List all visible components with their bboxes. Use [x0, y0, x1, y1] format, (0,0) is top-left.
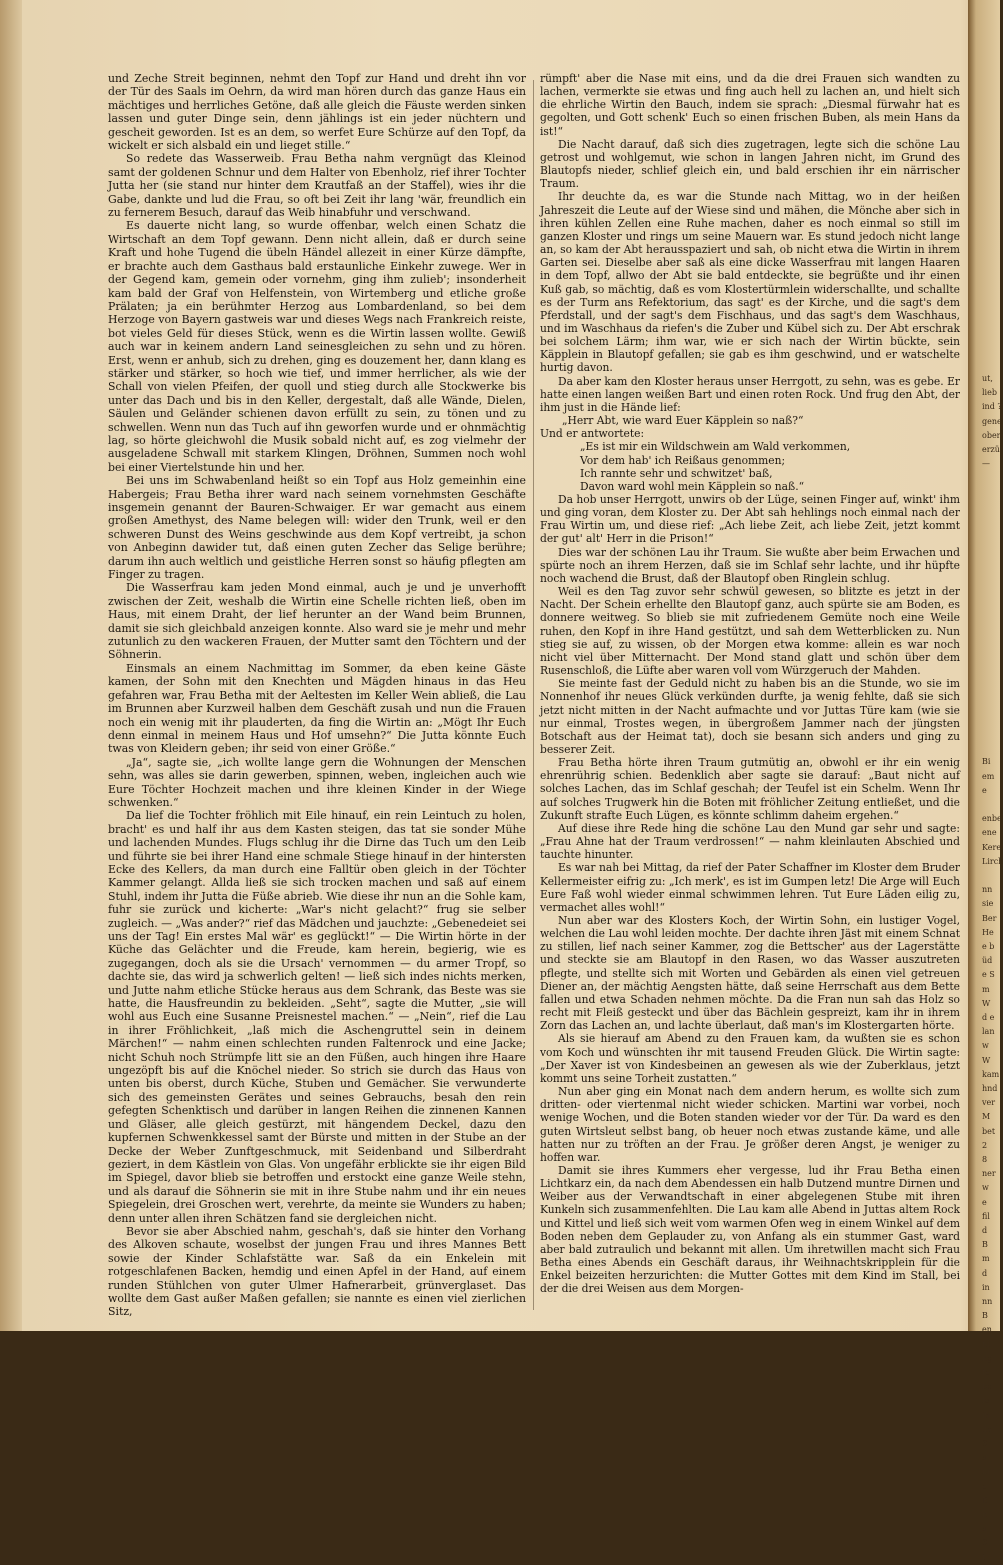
left-page-edge: [0, 0, 22, 1331]
adjacent-page-fragment: enbe: [982, 814, 1002, 824]
adjacent-page-fragment: a: [982, 1524, 987, 1534]
right-paragraph: Sie meinte fast der Geduld nicht zu haben bis an die Stunde, wo sie im Nonnenhof ihr neues Glück verkünden durfte, ja wenig fehlte, daß sie sich jetzt nicht mitten in der Nacht aufmachte und vor Juttas Türe kam (wie sie nur einmal, Trostes wegen, in übergroßem Jammer nach der jüngsten Botschaft aus der Heimat tat), doch sie besann sich anders und ging zu besserer Zeit.: [540, 677, 960, 756]
adjacent-page-fragment: Ber: [982, 913, 997, 923]
right-paragraph: Damit sie ihres Kummers eher vergesse, lud ihr Frau Betha einen Lichtkarz ein, da nach dem Abendessen ein halb Dutzend muntre Dirnen und Weiber aus der Verwandtschaft in einer abgelegenen Stube mit ihren Kunkeln sich zusammenfehlten. Die Lau kam alle Abend in Juttas altem Rock und Kittel und ließ sich weit vom warmen Ofen weg in einem Winkel auf dem Boden neben dem Geplauder zu, von Anfang als ein stummer Gast, ward aber bald zutraulich und bekannt mit allen. Um ihretwillen macht sich Frau Betha eines Abends ein Geschäft daraus, ihr Weihnachtskripplein für die Enkel beizeiten herzurichten: die Mutter Gottes mit dem Kind im Stall, bei der die drei Weisen aus dem Morgen-: [540, 1163, 960, 1296]
adjacent-page-fragment: t: [982, 1552, 986, 1562]
adjacent-page-fragment: fd: [982, 1339, 991, 1349]
left-text-column: [108, 72, 526, 1319]
adjacent-page-fragment: e: [982, 785, 990, 795]
adjacent-page-fragment: w: [982, 1183, 989, 1193]
right-paragraph: Davon ward wohl mein Käpplein so naß.“: [580, 479, 805, 493]
column-divider: [533, 80, 534, 1310]
adjacent-page-fragment: Lirch: [982, 856, 1003, 866]
adjacent-page-fragment: ver: [982, 1098, 996, 1108]
adjacent-page-fragment: a: [982, 1453, 987, 1463]
right-paragraph: Da hob unser Herrgott, unwirs ob der Lüge, seinen Finger auf, winkt' ihm und ging voran, dem Kloster zu. Der Abt sah hehlings noch einmal nach der Frau Wirtin um, und diese rief: „Ach liebe Zeit, ach liebe Zeit, jetzt kommt der gut' alt' Herr in die Prison!“: [540, 493, 960, 546]
adjacent-page-fragment: ind ?: [982, 402, 1002, 412]
adjacent-page-fragment: fil: [982, 1211, 990, 1221]
right-paragraph: Nun aber war des Klosters Koch, der Wirtin Sohn, ein lustiger Vogel, welchen die Lau wohl leiden mochte. Der dachte ihren Jäst mit einem Schnat zu stillen, lief nach seiner Kammer, zog die Bettscher' aus der Lagerstätte und steckte sie am Blautopf in den Rasen, wo das Wasser auszutreten pflegte, und stellte sich mit Worten und Gebärden als einen viel getreuen Diener an, der mächtig Aengsten hätte, daß seine Herrschaft aus dem Bette fallen und etwa Schaden nehmen möchte. Da die Fran nun sah das Holz so recht mit Fleiß gesteckt und über das Bächlein gespreizt, kam ihr in ihrem Zorn das Lachen an, und lachte überlaut, daß man's im Klostergarten hörte.: [540, 914, 960, 1033]
adjacent-page-fragment: in: [982, 1410, 990, 1420]
right-paragraph: „Es ist mir ein Wildschwein am Wald verkommen,: [580, 440, 851, 454]
adjacent-page-fragment: B: [982, 1240, 988, 1250]
right-paragraph: Es war nah bei Mittag, da rief der Pater Schaffner im Kloster dem Bruder Kellermeister eifrig zu: „Ich merk', es ist im Gumpen letz! Die Arge will Euch Eure Faß wohl wieder einmal schwimmen lehren. Tut Eure Läden eilig zu, vermachet alles wohl!“: [540, 861, 960, 914]
adjacent-page-fragment: 8: [982, 1155, 988, 1164]
right-paragraph: Frau Betha hörte ihren Traum gutmütig an, obwohl er ihr ein wenig ehrenrührig schien. Bedenklich aber sagte sie darauf: „Baut nicht auf solches Lachen, das im Schlaf geschah; der Teufel ist ein Schelm. Wenn Ihr auf solches Trugwerk hin die Boten mit fröhlicher Zeitung entließet, und die Zukunft strafte Euch Lügen, es könnte schlimm daheim ergehen.“: [540, 756, 960, 822]
adjacent-page-fragment: lan: [982, 1027, 995, 1037]
adjacent-page-fragment: e: [982, 1481, 987, 1491]
adjacent-page-fragment: in: [982, 1282, 990, 1292]
adjacent-page-fragment: üd: [982, 956, 993, 966]
right-paragraph: rümpft' aber die Nase mit eins, und da die drei Frauen sich wandten zu lachen, vermerkte sie etwas und fing auch hell zu lachen an, und hielt sich die ehrliche Wirtin den Bauch, indem sie sprach: „Diesmal fürwahr hat es gegolten, und Gott schenk' Euch so einen frischen Buben, als mein Hans da ist!“: [540, 72, 960, 138]
adjacent-page-fragment: ng: [982, 1353, 993, 1363]
left-paragraph: Einsmals an einem Nachmittag im Sommer, da eben keine Gäste kamen, der Sohn mit den Knechten und Mägden hinaus in das Heu gefahren war, Frau Betha mit der Aeltesten im Keller Wein abließ, die Lau im Brunnen aber Kurzweil halben dem Geschäft zusah und nun die Frauen noch ein wenig mit ihr plauderten, da fing die Wirtin an: „Mögt Ihr Euch denn einmal in meinem Haus und Hof umsehn?“ Die Jutta könnte Euch twas von Kleidern geben; ihr seid von einer Größe.“: [108, 661, 526, 756]
right-paragraph: Und er antwortete:: [540, 427, 645, 441]
adjacent-page-fragment: B: [982, 1311, 988, 1321]
right-paragraph: Weil es den Tag zuvor sehr schwül gewesen, so blitzte es jetzt in der Nacht. Der Schein erhellte den Blautopf ganz, auch spürte sie am Boden, es donnere weitweg. So blieb sie mit zufriedenem Gemüte noch eine Weile ruhen, den Kopf in ihre Hand gestützt, und sah dem Wetterblicken zu. Nun stieg sie auf, zu wissen, ob der Morgen etwa komme: allein es war noch nicht viel über Mitternacht. Der Mond stand glatt und schön über dem Rusenschloß, die Lüfte aber waren voll vom Würzgeruch der Mahden.: [540, 585, 960, 678]
adjacent-page-fragment: lo: [982, 1396, 990, 1406]
adjacent-page-fragment: d e: [982, 1013, 995, 1022]
right-paragraph: Dies war der schönen Lau ihr Traum. Sie wußte aber beim Erwachen und spürte noch an ihrem Herzen, daß sie im Schlaf sehr lachte, und ihr hüpfte noch wachend die Brust, daß der Blautopf oben Ringlein schlug.: [540, 545, 960, 585]
adjacent-page-fragment: e b: [982, 942, 995, 951]
adjacent-page-fragment: m: [982, 984, 993, 994]
adjacent-page-fragment: d: [982, 1268, 988, 1278]
right-paragraph: Auf diese ihre Rede hing die schöne Lau den Mund gar sehr und sagte: „Frau Ahne hat der Traum verdrossen!“ — nahm kleinlauten Abschied und tauchte hinunter.: [540, 821, 960, 862]
adjacent-page-fragment: W: [982, 998, 991, 1008]
adjacent-page-fragment: n: [982, 1510, 988, 1519]
adjacent-page-fragment: fe: [982, 1368, 990, 1377]
adjacent-page-fragment: 2: [982, 1140, 988, 1150]
right-paragraph: „Herr Abt, wie ward Euer Käpplein so naß?“: [562, 414, 804, 428]
adjacent-page-fragment: erzü: [982, 445, 1000, 454]
left-paragraph: Bevor sie aber Abschied nahm, geschah's, daß sie hinter den Vorhang des Alkoven schaute, woselbst der jungen Frau und ihres Mannes Bett sowie der Kinder Schlafstätte war. Saß da ein Enkelein mit rotgeschlafenen Backen, hemdig und einen Apfel in der Hand, auf einem runden Stühlchen von guter Ulmer Hafnerarbeit, grünverglaset. Das wollte dem Gast außer Maßen gefallen; sie nannte es einen viel zierlichen Sitz,: [108, 1224, 526, 1319]
right-paragraph: Ihr deuchte da, es war die Stunde nach Mittag, wo in der heißen Jahreszeit die Leute auf der Wiese sind und mähen, die Mönche aber sich in ihren kühlen Zellen eine Ruhe machen, daher es noch einmal so still im ganzen Kloster und rings um seine Mauern war. Es stund jedoch nicht lange an, so kam der Abt herausspaziert und sah, ob nicht etwa die Wirtin in ihrem Garten sei. Dieselbe aber saß als eine dicke Wasserfrau mit langen Haaren in dem Topf, allwo der Abt sie bald entdeckte, sie begrüßte und ihr einen Kuß gab, so mächtig, daß es vom Klostertürmlein widerschallte, und schallte es der Turm ans Refektorium, das sagt' es der Kirche, und die sagt's dem Pferdstall, und der sagt's dem Fischhaus, und das sagt's dem Waschhaus, und im Waschhaus da riefen's die Zuber und Kübel sich zu. Der Abt erschrak bei solchem Lärm; ihm war, wie er sich nach der Wirtin bückte, sein Käpplein in Blautopf gefallen; sie gab es ihm geschwind, und er watschelte hurtig davon.: [540, 190, 960, 375]
adjacent-page-fragment: —: [982, 459, 990, 469]
right-paragraph: Die Nacht darauf, daß sich dies zugetragen, legte sich die schöne Lau getrost und wohlgemut, wie schon in langen Jahren nicht, im Grund des Blautopfs nieder, schlief gleich ein, und bald erschien ihr ein närrischer Traum.: [540, 137, 960, 191]
right-text-column: [540, 72, 960, 1296]
right-paragraph: Vor dem hab' ich Reißaus genommen;: [580, 453, 786, 467]
left-paragraph: und Zeche Streit beginnen, nehmt den Topf zur Hand und dreht ihn vor der Tür des Saals im Oehrn, da wird man hören durch das ganze Haus ein mächtiges und herrliches Getöne, daß alle gleich die Fäuste werden sinken lassen und guter Dinge sein, denn jählings ist ein jeder nüchtern und gescheit geworden. Ist es an dem, so werfet Eure Schürze auf den Topf, da wickelt er sich alsbald ein und lieget stille.“: [108, 72, 526, 153]
left-paragraph: Die Wasserfrau kam jeden Mond einmal, auch je und je unverhofft zwischen der Zeit, weshalb die Wirtin eine Schelle richten ließ, oben im Haus, mit einem Draht, der lief herunter an der Wand beim Brunnen, damit sie sich gleichbald anzeigen konnte. Also ward sie je mehr und mehr zutunlich zu den wackeren Frauen, der Mutter samt den Töchtern und der Söhnerin.: [108, 581, 526, 662]
adjacent-page-fragment: m: [982, 1467, 990, 1477]
adjacent-page-fragment: m: [982, 1254, 990, 1264]
adjacent-page-fragment: kam: [982, 1069, 1000, 1079]
adjacent-page-fragment: ner: [982, 1169, 996, 1179]
adjacent-page-fragment: ene: [982, 828, 997, 838]
adjacent-page-fragment: Kere: [982, 842, 1002, 852]
adjacent-page-fragment: B: [982, 1495, 988, 1505]
adjacent-page-fragment: Bi: [982, 757, 991, 767]
right-paragraph: Als sie hierauf am Abend zu den Frauen kam, da wußten sie es schon vom Koch und wünschten ihr mit tausend Freuden Glück. Die Wirtin sagte: „Der Xaver ist von Kindesbeinen an gewesen als wie der Zuberklaus, jetzt kommt uns seine Torheit zustatten.“: [540, 1032, 960, 1085]
left-paragraph: So redete das Wasserweib. Frau Betha nahm vergnügt das Kleinod samt der goldenen Schnur und dem Halter von Ebenholz, rief ihrer Tochter Jutta her (sie stand nur hinter dem Krautfaß an der Staffel), wies ihr die Gabe, dankte und lud die Frau, so oft bei Zeit ihr lang 'wär, freundlich ein zu fernerem Besuch, darauf das Weib hinabfuhr und verschwand.: [108, 152, 526, 220]
adjacent-page-edge: [968, 0, 1003, 1562]
adjacent-page-fragment: e S: [982, 970, 995, 980]
adjacent-page-fragment: M: [982, 1112, 991, 1122]
right-paragraph: Ich rannte sehr und schwitzet' baß,: [580, 466, 773, 480]
adjacent-page-fragment: sie: [982, 899, 994, 909]
adjacent-page-fragment: hnd: [982, 1084, 998, 1093]
adjacent-page-fragment: d: [982, 1226, 988, 1235]
adjacent-page-fragment: em: [982, 771, 997, 781]
left-paragraph: Bei uns im Schwabenland heißt so ein Topf aus Holz gemeinhin eine Habergeis; Frau Betha ihrer ward nach seinem vornehmsten Geschäfte insgemein genannt der Bauren-Schwaiger. Er war gemacht aus einem großen Amethyst, des Name belegen will: wider den Trunk, weil er den schweren Dunst des Weins geschwinde aus dem Kopf vertreibt, ja schon von Anbeginn dawider tut, daß einen guten Zecher das Selige berühre; darum ihn auch weltlich und geistliche Herren sonst so häufig pflegten am Finger zu tragen.: [108, 474, 526, 582]
adjacent-page-fragment: gene: [982, 416, 1002, 426]
adjacent-page-fragment: nn: [982, 1297, 993, 1306]
adjacent-page-fragment: e: [982, 1197, 987, 1207]
adjacent-page-fragment: en: [982, 1325, 992, 1335]
adjacent-page-fragment: nn: [982, 885, 993, 895]
left-paragraph: Da lief die Tochter fröhlich mit Eile hinauf, ein rein Leintuch zu holen, bracht' es und half ihr aus dem Kasten steigen, das tat sie sonder Mühe und lachenden Mundes. Flugs schlug ihr die Dirne das Tuch um den Leib und führte sie bei ihrer Hand eine schmale Stiege hinauf in der hintersten Ecke des Kellers, da man durch eine Falltür oben gleich in der Töchter Kammer gelangt. Allda ließ sie sich trocken machen und saß auf einem Stuhl, indem ihr Jutta die Füße abrieb. Wie diese ihr nun an die Sohle kam, fuhr sie zurück und kicherte: „War's nicht gelacht?“ frug sie selber zugleich. — „Was ander?“ rief das Mädchen und jauchzte: „Gebenedeiet sei uns der Tag! Ein erstes Mal wär' es geglückt!“ — Die Wirtin hörte in der Küche das Gelächter und die Freude, kam herein, begierig, wie es zugegangen, doch als sie die Ursach' vernommen — du armer Tropf, so dachte sie, das wird ja schwerlich gelten! — ließ sich indes nichts merken, und Jutte nahm etliche Stücke heraus aus dem Schrank, das Beste was sie hatte, die Hausfreundin zu bekleiden. „Seht“, sagte die Mutter, „sie will wohl aus Euch eine Susanne Preisnestel machen.“ — „Nein“, rief die Lau in ihrer Fröhlichkeit, „laß mich die Aschengruttel sein in deinem Märchen!“ — nahm einen schlechten runden Faltenrock und eine Jacke; nicht Schuh noch Strümpfe litt sie an den Füßen, auch hingen ihre Haare ungezöpft bis auf die Knöchel nieder. So strich sie durch das Haus von unten bis oberst, durch Küche, Stuben und Gemächer. Sie verwunderte sich des gemeinsten Gerätes und seines Gebrauchs, besah den rein gefegten Schenktisch und darüber in langen Reihen die zinnenen Kannen und Gläser, alle gleich gestürzt, mit hängendem Deckel, dazu den kupfernen Schwenkkessel samt der Bürste und mitten in der Stube an der Decke der Weber Zunftgeschmuck, mit Seidenband und Silberdraht geziert, in dem Kästlein von Glas. Von ungefähr erblickte sie ihr eigen Bild im Spiegel, davor blieb sie betroffen und erstockt eine ganze Weile stehn, und als darauf die Söhnerin sie mit in ihre Stube nahm und ihr ein neues Spiegelein, drei Groschen wert, verehrte, da meinte sie Wunders zu haben; denn unter allen ihren Schätzen fand sie dergleichen nicht.: [108, 809, 526, 1225]
adjacent-page-fragment: S: [982, 1538, 988, 1548]
adjacent-page-fragment: S: [982, 1439, 988, 1448]
right-paragraph: Da aber kam den Kloster heraus unser Herrgott, zu sehn, was es gebe. Er hatte einen langen weißen Bart und einen roten Rock. Und frug den Abt, der ihm just in die Hände lief:: [540, 374, 960, 414]
right-paragraph: Nun aber ging ein Monat nach dem andern herum, es wollte sich zum dritten- oder viertenmal nicht wieder schicken. Martini war vorbei, noch wenige Wochen, und die Boten standen wieder vor der Tür. Da ward es den guten Wirtsleut selbst bang, ob heuer noch etwas zustande käme, und alle hatten nur zu tröften an der Frau. Je größer deren Angst, je weniger zu hoffen war.: [540, 1085, 960, 1164]
adjacent-page-fragment: bet: [982, 1126, 996, 1136]
adjacent-page-fragment: da: [982, 1424, 992, 1434]
adjacent-page-fragment: bo: [982, 1382, 992, 1392]
left-paragraph: „Ja“, sagte sie, „ich wollte lange gern die Wohnungen der Menschen sehn, was alles sie darin gewerben, spinnen, weben, ingleichen auch wie Eure Töchter Hochzeit machen und ihre kleinen Kinder in der Wiege schwenken.“: [108, 755, 526, 809]
adjacent-page-fragment: ober: [982, 430, 1001, 440]
adjacent-page-fragment: lieb: [982, 388, 997, 398]
adjacent-page-fragment: W: [982, 1055, 991, 1065]
adjacent-page-fragment: w: [982, 1041, 989, 1051]
left-paragraph: Es dauerte nicht lang, so wurde offenbar, welch einen Schatz die Wirtschaft an dem Topf gewann. Denn nicht allein, daß er durch seine Kraft und hohe Tugend die übeln Händel allezeit in einer Kürze dämpfte, er brachte auch dem Gasthaus bald erstaunliche Einkehr zuwege. Wer in der Gegend kam, gemein oder vornehm, ging ihm zulieb'; insonderheit kam bald der Graf von Helfenstein, von Wirtemberg und etliche große Prälaten; ja ein berühmter Herzog aus Lombardenland, so bei dem Herzoge von Bayern gastweis war und dieses Wegs nach Frankreich reiste, bot vieles Geld für dieses Stück, wenn es die Wirtin lassen wollte. Gewiß auch war in keinem andern Land seinesgleichen zu sehn und zu hören. Erst, wenn er anhub, sich zu drehen, ging es douzement her, dann klang es stärker und stärker, so hoch wie tief, und immer herrlicher, als wie der Schall von vielen Pfeifen, der quoll und stieg durch alle Stockwerke bis unter das Dach und bis in den Keller, dergestalt, daß alle Wände, Dielen, Säulen und Geländer schienen davon erfüllt zu sein, zu tönen und zu schwellen. Wenn nun das Tuch auf ihn geworfen wurde und er ohnmächtig lag, so hörte gleichwohl die Musik sobald nicht auf, es zog vielmehr der ausgeladene Schwall mit starkem Klingen, Dröhnen, Summen noch wohl bei einer Viertelstunde hin und her.: [108, 219, 526, 474]
adjacent-page-fragment: He: [982, 927, 994, 937]
adjacent-page-fragment: ut,: [982, 374, 993, 383]
